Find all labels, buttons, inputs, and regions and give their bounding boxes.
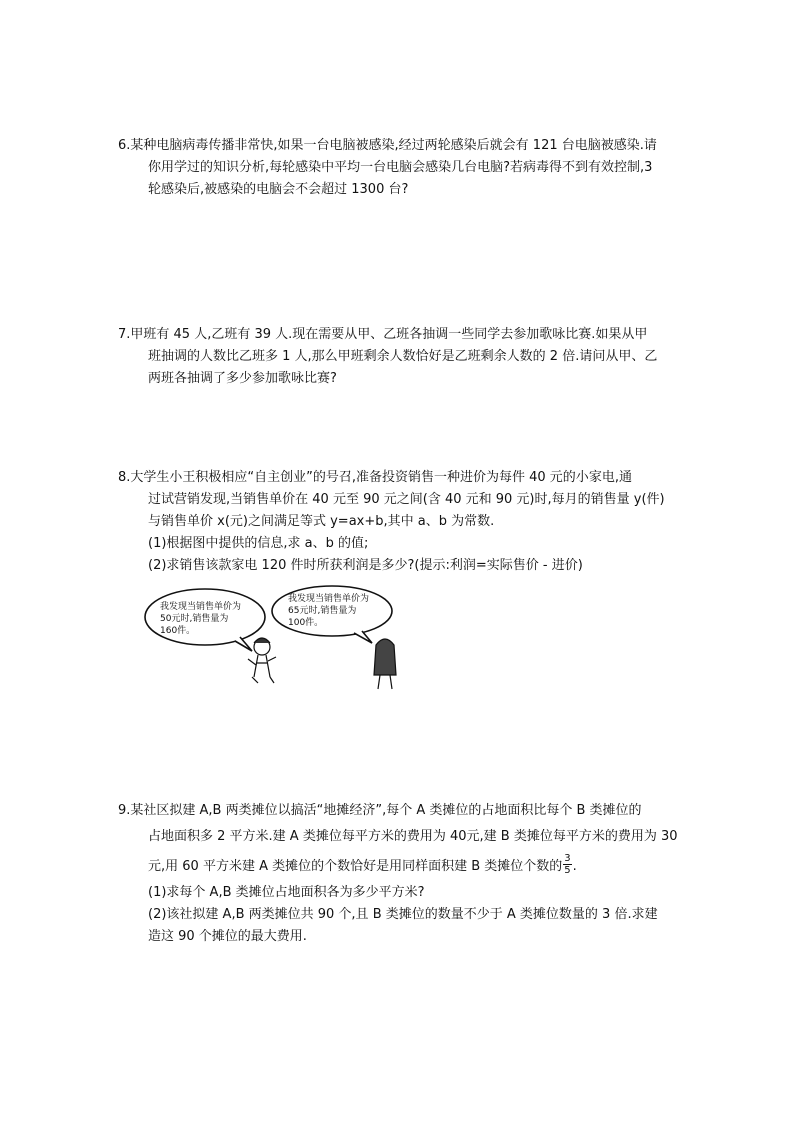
q7-line-2: 班抽调的人数比乙班多 1 人,那么甲班剩余人数恰好是乙班剩余人数的 2 倍.请问从甲、乙 bbox=[148, 349, 658, 364]
q9-line-2: 占地面积多 2 平方米.建 A 类摊位每平方米的费用为 40元,建 B 类摊位每平方米的费用为 30 bbox=[148, 829, 678, 844]
speech-bubble-2 bbox=[272, 586, 392, 643]
q9-line-3-end: . bbox=[572, 859, 577, 874]
bubble-1-line-2: 50元时,销售量为 bbox=[160, 614, 229, 624]
q8-cartoon-figure bbox=[140, 585, 400, 693]
bubble-2-line-1: 我发现当销售单价为 bbox=[288, 594, 370, 604]
q6-line-1: 6.某种电脑病毒传播非常快,如果一台电脑被感染,经过两轮感染后就会有 121 台电脑被感染.请 bbox=[118, 138, 657, 153]
q6-line-2: 你用学过的知识分析,每轮感染中平均一台电脑会感染几台电脑?若病毒得不到有效控制,3 bbox=[148, 160, 653, 175]
question-9 bbox=[118, 800, 703, 948]
q9-sub-1: (1)求每个 A,B 类摊位占地面积各为多少平方米? bbox=[148, 885, 425, 900]
girl-figure-icon bbox=[374, 639, 396, 689]
q9-fraction bbox=[563, 853, 571, 876]
bubble-2-line-3: 100件。 bbox=[288, 618, 324, 628]
fraction-numerator: 3 bbox=[564, 853, 571, 864]
q8-line-2: 过试营销发现,当销售单价在 40 元至 90 元之间(含 40 元和 90 元)时,每月的销售量 y(件) bbox=[148, 492, 665, 507]
question-8 bbox=[118, 467, 703, 577]
q9-line-3-text: 元,用 60 平方米建 A 类摊位的个数恰好是用同样面积建 B 类摊位个数的 bbox=[148, 859, 563, 874]
q8-sub-2: (2)求销售该款家电 120 件时所获利润是多少?(提示:利润=实际售价 - 进价) bbox=[148, 558, 583, 573]
q9-line-3 bbox=[118, 854, 703, 880]
q8-line-3: 与销售单价 x(元)之间满足等式 y=ax+b,其中 a、b 为常数. bbox=[148, 514, 495, 529]
q6-line-3: 轮感染后,被感染的电脑会不会超过 1300 台? bbox=[148, 182, 409, 197]
question-6 bbox=[118, 135, 703, 201]
q8-line-1: 8.大学生小王积极相应“自主创业”的号召,准备投资销售一种进价为每件 40 元的小家电,通 bbox=[118, 470, 632, 485]
q9-sub-2-cont: 造这 90 个摊位的最大费用. bbox=[148, 929, 307, 944]
bubble-1-line-1: 我发现当销售单价为 bbox=[160, 602, 242, 612]
q9-sub-2: (2)该社拟建 A,B 两类摊位共 90 个,且 B 类摊位的数量不少于 A 类摊位数量的 3 倍.求建 bbox=[148, 907, 658, 922]
bubble-2-line-2: 65元时,销售量为 bbox=[288, 606, 357, 616]
q7-line-3: 两班各抽调了多少参加歌咏比赛? bbox=[148, 371, 337, 386]
question-7 bbox=[118, 324, 703, 390]
q8-sub-1: (1)根据图中提供的信息,求 a、b 的值; bbox=[148, 536, 369, 551]
q7-line-1: 7.甲班有 45 人,乙班有 39 人.现在需要从甲、乙班各抽调一些同学去参加歌咏比赛.如果从甲 bbox=[118, 327, 648, 342]
q9-line-1: 9.某社区拟建 A,B 两类摊位以搞活“地摊经济”,每个 A 类摊位的占地面积比每个 B 类摊位的 bbox=[118, 803, 642, 818]
bubble-1-line-3: 160件。 bbox=[160, 626, 196, 636]
fraction-denominator: 5 bbox=[564, 865, 571, 876]
boy-figure-icon bbox=[248, 638, 276, 683]
speech-bubble-1 bbox=[145, 589, 265, 651]
